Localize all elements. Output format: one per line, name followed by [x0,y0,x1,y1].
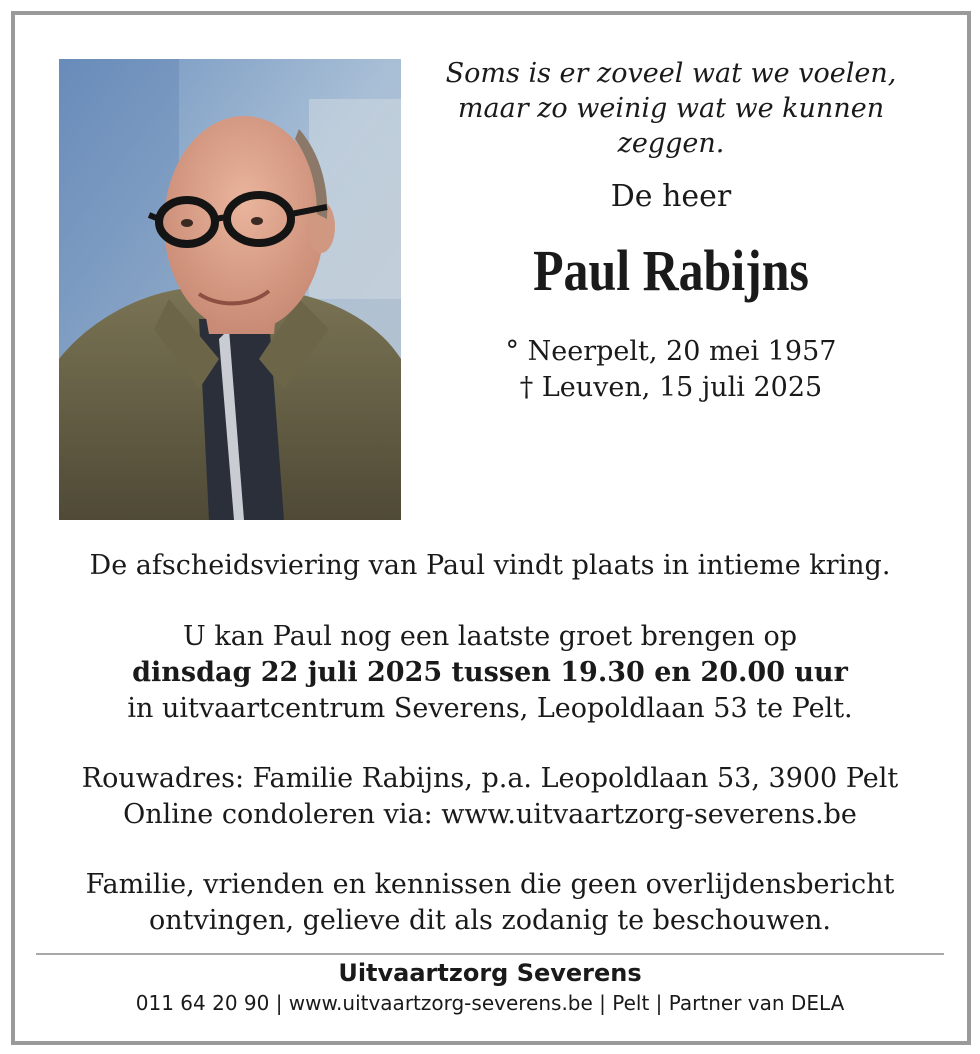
ceremony-line: De afscheidsviering van Paul vindt plaats in intieme kring. [89,550,891,581]
quote-line: zeggen. [617,128,725,159]
funeral-home-info: 011 64 20 90 | www.uitvaartzorg-severens.be | Pelt | Partner van DELA [135,991,845,1015]
footer-divider [36,953,944,955]
portrait-photo [59,59,401,520]
birth-line: ° Neerpelt, 20 mei 1957 [505,336,837,367]
honorific: De heer [610,179,732,214]
notice-line: Familie, vrienden en kennissen die geen overlijdensbericht [85,869,895,900]
notice-block [30,867,950,939]
life-dates [420,334,922,406]
funeral-home-name: Uitvaartzorg Severens [338,959,642,987]
visitation-line: U kan Paul nog een laatste groet brengen op [183,621,797,652]
notice-line: ontvingen, gelieve dit als zodanig te beschouwen. [149,905,831,936]
death-line: † Leuven, 15 juli 2025 [519,372,823,403]
quote-line: maar zo weinig wat we kunnen [457,93,885,124]
visitation-block [30,619,950,727]
quote-line: Soms is er zoveel wat we voelen, [445,58,897,89]
mourning-address: Rouwadres: Familie Rabijns, p.a. Leopoldlaan 53, 3900 Pelt [81,763,899,794]
visitation-location: in uitvaartcentrum Severens, Leopoldlaan 53 te Pelt. [127,693,853,724]
memorial-quote [420,56,922,161]
deceased-name: Paul Rabijns [533,238,809,303]
heading-block [420,56,922,406]
online-condolences: Online condoleren via: www.uitvaartzorg-severens.be [123,799,857,830]
visitation-date: dinsdag 22 juli 2025 tussen 19.30 en 20.00 uur [132,657,848,688]
contact-block [30,761,950,833]
ceremony-text [30,548,950,584]
